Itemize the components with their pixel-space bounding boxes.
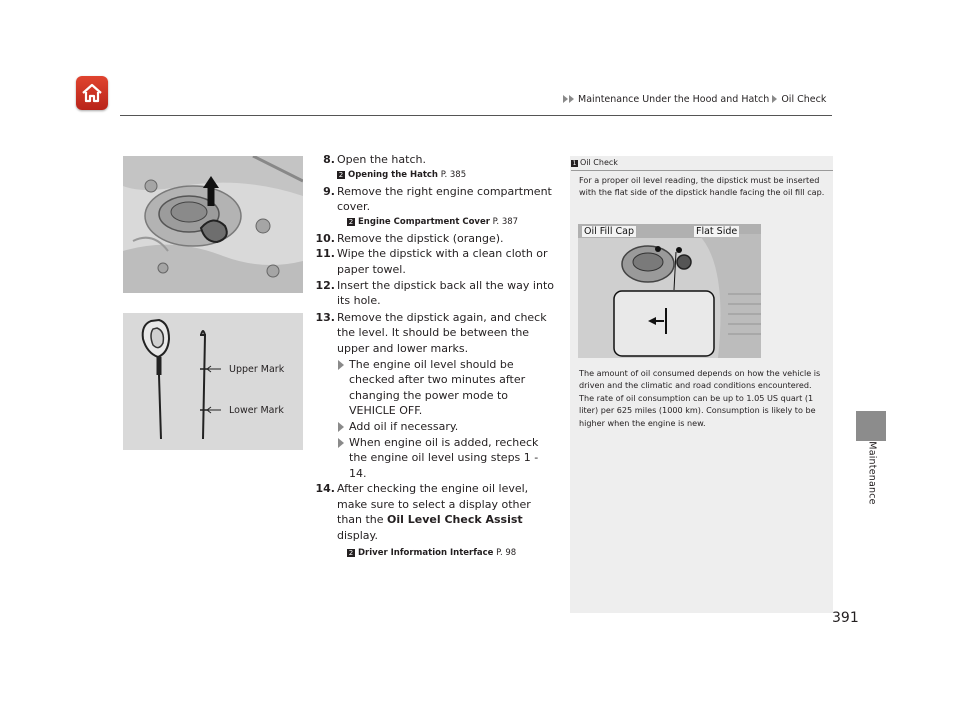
header-divider [120,115,832,116]
note-title: 1 Oil Check [572,158,618,167]
note-paragraph-dipstick: For a proper oil level reading, the dipstick must be inserted with the flat side of the dipstick handle facing the oil fill cap. [579,175,825,198]
chapter-tab[interactable] [856,411,886,441]
breadcrumb-current[interactable]: Oil Check [781,94,827,105]
cross-reference-icon: 2 [348,217,354,226]
oil-fill-cap-label: Oil Fill Cap [584,226,634,237]
note-divider [571,170,833,171]
xref-opening-hatch[interactable]: 2 Opening the Hatch P. 385 [338,169,467,180]
breadcrumb-arrow-icon [772,95,777,103]
step-10: 10. Remove the dipstick (orange). [315,231,504,245]
step-14: 14. After checking the engine oil level, make sure to select a display other than the Oil Level Check Assist display. [315,482,531,543]
breadcrumb-section-link[interactable]: Maintenance Under the Hood and Hatch [578,94,770,105]
breadcrumb-arrow-icon [563,95,568,103]
lower-mark-label: Lower Mark [229,405,284,416]
step-13-note: When engine oil is added, recheck the engine oil level using steps 1 - 14. [337,435,555,482]
step-9: 9. Remove the right engine compartment cover. [323,184,552,214]
cross-reference-icon: 2 [338,170,344,179]
step-13-note: Add oil if necessary. [337,419,555,435]
home-button[interactable] [76,76,108,110]
procedure-steps [315,152,555,560]
dipstick-photo [123,313,303,450]
oil-fill-cap-photo [578,224,761,358]
step-13-note: The engine oil level should be checked after two minutes after changing the power mode to VEHICLE OFF. [337,357,555,419]
breadcrumb-arrow-icon [569,95,574,103]
upper-mark-label: Upper Mark [229,364,285,375]
step-8: 8. Open the hatch. [323,153,426,166]
breadcrumb [563,94,826,105]
xref-engine-compartment-cover[interactable]: 2 Engine Compartment Cover P. 387 [348,216,519,227]
engine-compartment-photo [123,156,303,293]
page-number: 391 [832,610,859,626]
home-icon [80,81,104,105]
note-paragraph-consumption: The amount of oil consumed depends on how the vehicle is driven and the climatic and road conditions encountered. The rate of oil consumption can be up to 1.05 US quart (1 liter) per 625 miles (1000 km). Consumption is likely to be higher when the engine is new. [579,368,821,428]
note-reference-icon: 1 [572,160,577,167]
flat-side-label: Flat Side [696,226,738,237]
xref-driver-information-interface[interactable]: 2 Driver Information Interface P. 98 [348,547,517,558]
step-12: 12. Insert the dipstick back all the way into its hole. [315,278,554,308]
chapter-tab-label[interactable]: Maintenance [866,441,878,505]
step-11: 11. Wipe the dipstick with a clean cloth or paper towel. [315,247,548,276]
step-13: 13. Remove the dipstick again, and check the level. It should be between the upper and lower marks. The engine oil level should be checked after two minutes after changing the power mode to VEHICLE OFF. Add oil if necessary. When engine oil is added, recheck the engine oil level using steps 1 - 14. [315,310,555,482]
cross-reference-icon: 2 [348,548,354,557]
